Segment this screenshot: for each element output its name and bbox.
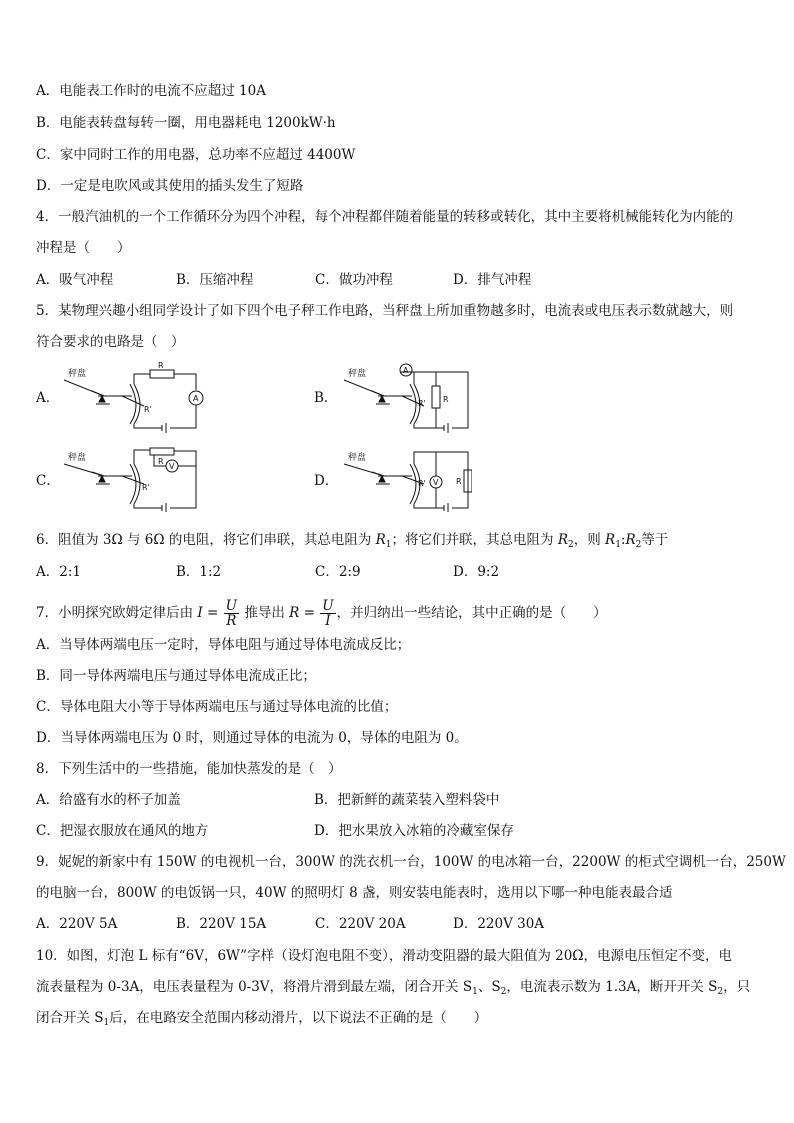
q3-option-a: A．电能表工作时的电流不应超过 10A	[36, 83, 266, 99]
svg-text:秤盘: 秤盘	[348, 369, 367, 379]
q9-option-c: C．220V 20A	[315, 916, 406, 932]
formula-ohm-current: $\frac{U}{R}$	[225, 598, 238, 629]
svg-text:R: R	[456, 477, 462, 486]
q3-option-b: B．电能表转盘每转一圈，用电器耗电 1200kW·h	[36, 115, 336, 131]
q8-option-c: C．把湿衣服放在通风的地方	[36, 823, 209, 839]
q9-option-d: D．220V 30A	[453, 916, 545, 932]
circuit-diagram-a	[62, 362, 212, 438]
q10-stem-line3: 闭合开关 $S_1$后，在电路安全范围内移动滑片，以下说法不正确的是（ ）	[36, 1010, 488, 1028]
q9-option-a: A．220V 5A	[36, 916, 118, 932]
q7-option-c: C．导体电阻大小等于导体两端电压与通过导体电流的比值；	[36, 699, 398, 715]
q5-label-a: A．	[36, 390, 60, 406]
svg-text:A: A	[403, 366, 409, 375]
q5-stem-line2: 符合要求的电路是（ ）	[36, 334, 185, 350]
q7-option-d: D．当导体两端电压为 0 时，则通过导体的电流为 0，导体的电阻为 0。	[36, 730, 468, 746]
q4-option-c: C．做功冲程	[315, 272, 393, 288]
q7-option-b: B．同一导体两端电压与通过导体电流成正比；	[36, 668, 316, 684]
q9-stem-line2: 的电脑一台，800W 的电饭锅一只，40W 的照明灯 8 盏，则安装电能表时，选用以下哪一种电能表最合适	[36, 885, 673, 901]
q6-option-b: B．1:2	[176, 564, 222, 580]
svg-text:秤盘: 秤盘	[348, 453, 367, 463]
q8-stem: 8．下列生活中的一些措施，能加快蒸发的是（ ）	[36, 761, 342, 777]
svg-text:R': R'	[142, 483, 150, 492]
q10-stem-line1: 10．如图，灯泡 L 标有“6V，6W”字样（设灯泡电阻不变），滑动变阻器的最大阻值为 20Ω，电源电压恒定不变，电	[36, 948, 732, 964]
q5-label-c: C．	[36, 473, 60, 489]
q10-stem-line2: 流表量程为 0-3A，电压表量程为 0-3V，将滑片滑到最左端，闭合开关 $S_1$、$S_2$，电流表示数为 1.3A，断开开关 $S_2$，只	[36, 979, 751, 997]
q4-option-d: D．排气冲程	[453, 272, 532, 288]
q4-option-a: A．吸气冲程	[36, 272, 114, 288]
q5-stem-line1: 5．某物理兴趣小组同学设计了如下四个电子秤工作电路，当秤盘上所加重物越多时，电流表或电压表示数就越大，则	[36, 303, 734, 319]
q9-option-b: B．220V 15A	[176, 916, 267, 932]
q5-label-d: D．	[314, 473, 339, 489]
ammeter-label: A	[193, 394, 199, 403]
q5-label-b: B．	[314, 390, 338, 406]
q8-option-a: A．给盛有水的杯子加盖	[36, 792, 181, 808]
q4-stem-line2: 冲程是（ ）	[36, 240, 131, 256]
formula-ohm-resistance: $\frac{U}{I}$	[322, 598, 334, 629]
q4-option-b: B．压缩冲程	[176, 272, 254, 288]
svg-text:R': R'	[418, 479, 426, 488]
q6-option-a: A．2:1	[36, 564, 81, 580]
q7-option-a: A．当导体两端电压一定时，导体电阻与通过导体电流成反比；	[36, 637, 411, 653]
voltmeter-label: V	[169, 462, 175, 471]
pan-label: 秤盘	[68, 369, 87, 379]
circuit-diagram-d	[342, 446, 472, 516]
q8-option-b: B．把新鲜的蔬菜装入塑料袋中	[314, 792, 500, 808]
svg-text:R: R	[158, 457, 164, 466]
q8-option-d: D．把水果放入冰箱的冷藏室保存	[314, 823, 514, 839]
svg-text:R': R'	[418, 399, 426, 408]
q3-option-d: D．一定是电吹风或其使用的插头发生了短路	[36, 178, 304, 194]
q7-stem: 7．小明探究欧姆定律后由 I = $\frac{U}{R}$ 推导出 R = $\frac{U}{I}$ ，并归纳出一些结论，其中正确的是（ ）	[36, 598, 607, 629]
q9-stem-line1: 9．妮妮的新家中有 150W 的电视机一台，300W 的洗衣机一台，100W 的电冰箱一台，2200W 的柜式空调机一台，250W	[36, 854, 786, 870]
rheostat-label: R'	[144, 405, 152, 414]
q4-stem-line1: 4．一般汽油机的一个工作循环分为四个冲程，每个冲程都伴随着能量的转移或转化，其中主要将机械能转化为内能的	[36, 209, 734, 225]
circuit-diagram-c	[62, 446, 212, 516]
q6-stem: 6．阻值为 3Ω 与 6Ω 的电阻，将它们串联，其总电阻为 $R_1$；将它们并联，其总电阻为 $R_2$，则 $R_1:R_2$等于	[36, 532, 669, 550]
svg-text:秤盘: 秤盘	[68, 453, 87, 463]
circuit-diagram-b	[342, 362, 472, 438]
q6-option-c: C．2:9	[315, 564, 361, 580]
q6-option-d: D．9:2	[453, 564, 500, 580]
resistor-r-label: R	[158, 362, 164, 370]
svg-text:R: R	[443, 395, 449, 404]
q3-option-c: C．家中同时工作的用电器，总功率不应超过 4400W	[36, 147, 356, 163]
svg-text:V: V	[433, 478, 439, 487]
